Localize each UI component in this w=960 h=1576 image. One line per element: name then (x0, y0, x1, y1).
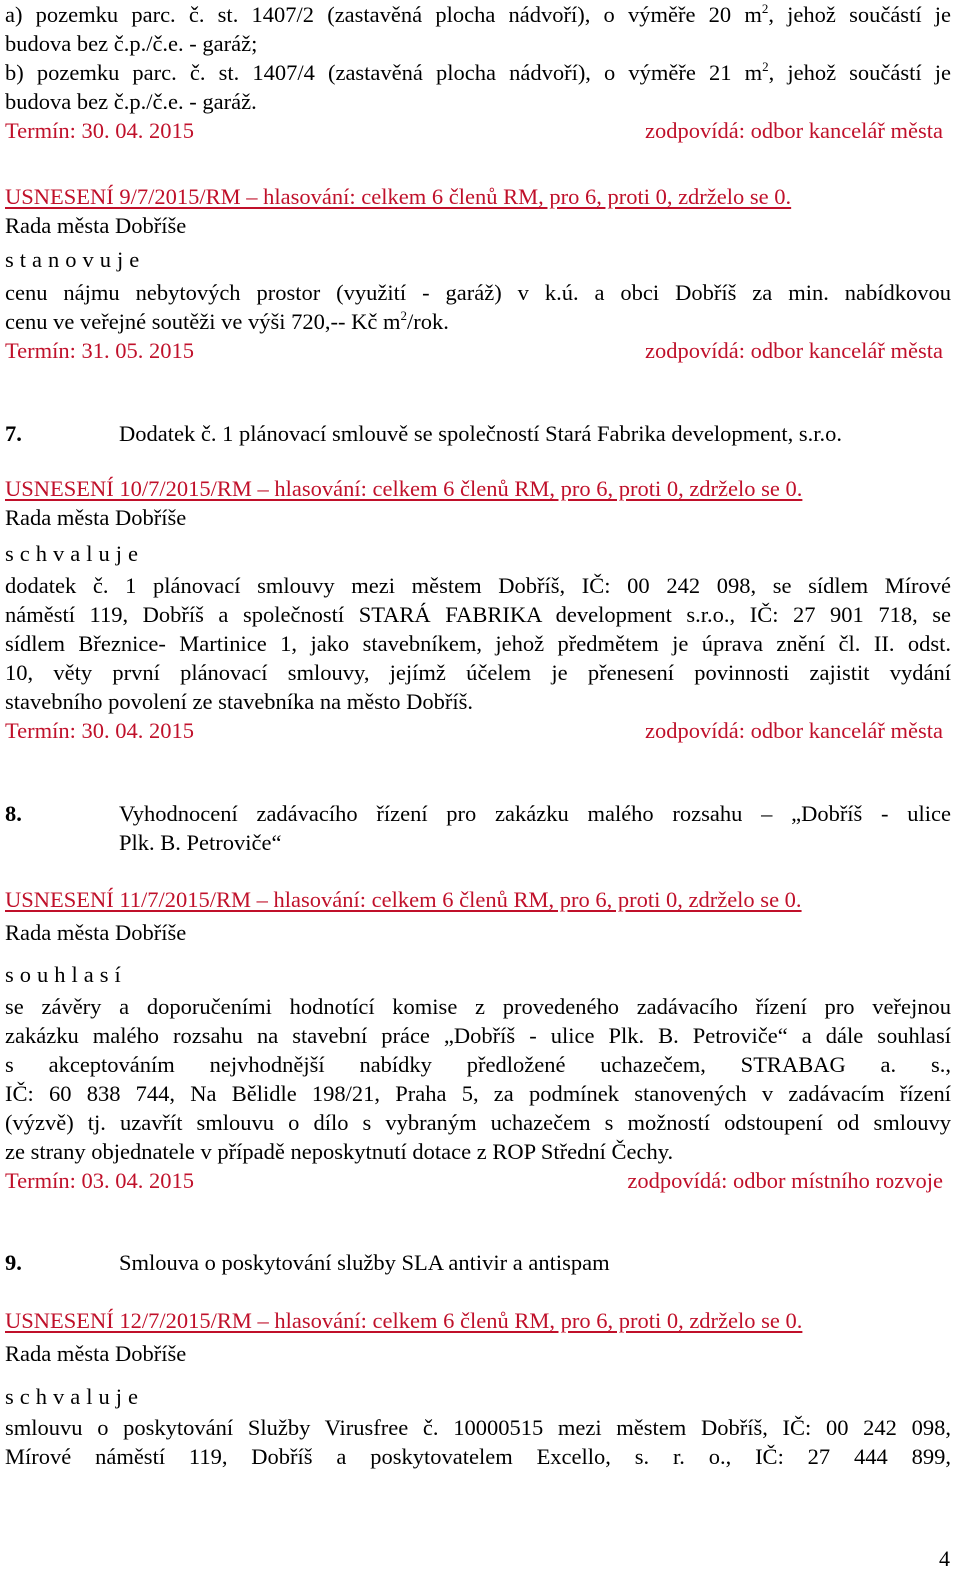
resolution-heading: USNESENÍ 10/7/2015/RM – hlasování: celkem 6 členů RM, pro 6, proti 0, zdrželo se 0. (5, 476, 803, 501)
resolution-text-line: stavebního povolení ze stavebníka na město Dobříš. (5, 689, 474, 714)
intro-line-b1: b) pozemku parc. č. st. 1407/4 (zastavěná plocha nádvoří), o výměře 21 $m^2$, jehož součástí je (5, 59, 951, 85)
responsible-department: zodpovídá: odbor místního rozvoje (627, 1168, 943, 1193)
resolution-text-line: dodatek č. 1 plánovací smlouvy mezi městem Dobříš, IČ: 00 242 098, se sídlem Mírové (5, 573, 951, 598)
resolution-text-line: smlouvu o poskytování Služby Virusfree č. 10000515 mezi městem Dobříš, IČ: 00 242 098, (5, 1415, 951, 1440)
responsible-department: zodpovídá: odbor kancelář města (644, 118, 943, 143)
responsible-department: zodpovídá: odbor kancelář města (644, 718, 943, 743)
resolution-heading: USNESENÍ 11/7/2015/RM – hlasování: celkem 6 členů RM, pro 6, proti 0, zdrželo se 0. (5, 887, 802, 912)
resolution-text-line: (výzvě) tj. uzavřít smlouvu o dílo s vybraným uchazečem s možností odstoupení od smlouvy (5, 1110, 951, 1135)
resolution-text-line: cenu ve veřejné soutěži ve výši 720,-- Kč $m^2$/rok. (5, 308, 449, 334)
agenda-item-title: Smlouva o poskytování služby SLA antivir a antispam (119, 1250, 610, 1275)
resolution-text-line: se závěry a doporučeními hodnotící komise z provedeného zadávacího řízení pro veřejnou (5, 994, 951, 1019)
agenda-item-title: Vyhodnocení zadávacího řízení pro zakázku malého rozsahu – „Dobříš - ulice (119, 801, 951, 826)
intro-line-a1: a) pozemku parc. č. st. 1407/2 (zastavěná plocha nádvoří), o výměře 20 $m^2$, jehož součástí je (5, 1, 952, 27)
resolution-text-line: 10, věty první plánovací smlouvy, jejímž účelem je přenesení povinnosti zajistit vydání (5, 660, 951, 685)
resolution-verb: souhlasí (5, 962, 127, 987)
responsible-department: zodpovídá: odbor kancelář města (644, 338, 943, 363)
resolution-text-line: s akceptováním nejvhodnější nabídky předložené uchazečem, STRABAG a. s., (5, 1052, 951, 1077)
resolution-heading: USNESENÍ 9/7/2015/RM – hlasování: celkem 6 členů RM, pro 6, proti 0, zdrželo se 0. (5, 184, 792, 209)
agenda-item-number: 8. (5, 801, 22, 826)
resolution-text-line: náměstí 119, Dobříš a společností STARÁ FABRIKA development s.r.o., IČ: 27 901 718, se (5, 602, 951, 627)
deadline: Termín: 30. 04. 2015 (5, 118, 195, 143)
resolution-text-line: IČ: 60 838 744, Na Bělidle 198/21, Praha 5, za podmínek stanovených v zadávacím řízení (5, 1081, 951, 1106)
council-name: Rada města Dobříše (5, 1341, 187, 1366)
deadline: Termín: 30. 04. 2015 (5, 718, 195, 743)
resolution-text-line: ze strany objednatele v případě neposkytnutí dotace z ROP Střední Čechy. (5, 1139, 674, 1164)
resolution-heading: USNESENÍ 12/7/2015/RM – hlasování: celkem 6 členů RM, pro 6, proti 0, zdrželo se 0. (5, 1308, 803, 1333)
agenda-item-title: Dodatek č. 1 plánovací smlouvě se společností Stará Fabrika development, s.r.o. (119, 421, 842, 446)
page-number: 4 (939, 1546, 950, 1571)
council-name: Rada města Dobříše (5, 920, 187, 945)
resolution-text-line: Mírové náměstí 119, Dobříš a poskytovatelem Excello, s. r. o., IČ: 27 444 899, (5, 1444, 951, 1469)
resolution-verb: schvaluje (5, 541, 144, 566)
council-name: Rada města Dobříše (5, 213, 187, 238)
resolution-verb: schvaluje (5, 1384, 144, 1409)
intro-line-a2: budova bez č.p./č.e. - garáž; (5, 31, 258, 56)
resolution-text-line: sídlem Březnice- Martinice 1, jako stavebníkem, jehož předmětem je úprava znění čl. II. odst. (5, 631, 951, 656)
agenda-item-number: 7. (5, 421, 22, 446)
resolution-text-line: zakázku malého rozsahu na stavební práce „Dobříš - ulice Plk. B. Petroviče“ a dále souhlasí (5, 1023, 951, 1048)
deadline: Termín: 03. 04. 2015 (5, 1168, 195, 1193)
deadline: Termín: 31. 05. 2015 (5, 338, 195, 363)
agenda-item-number: 9. (5, 1250, 22, 1275)
resolution-text-line: cenu nájmu nebytových prostor (využití - garáž) v k.ú. a obci Dobříš za min. nabídkovou (5, 280, 951, 305)
resolution-verb: stanovuje (5, 247, 146, 272)
agenda-item-title: Plk. B. Petroviče“ (119, 830, 282, 855)
intro-line-b2: budova bez č.p./č.e. - garáž. (5, 89, 257, 114)
council-name: Rada města Dobříše (5, 505, 187, 530)
